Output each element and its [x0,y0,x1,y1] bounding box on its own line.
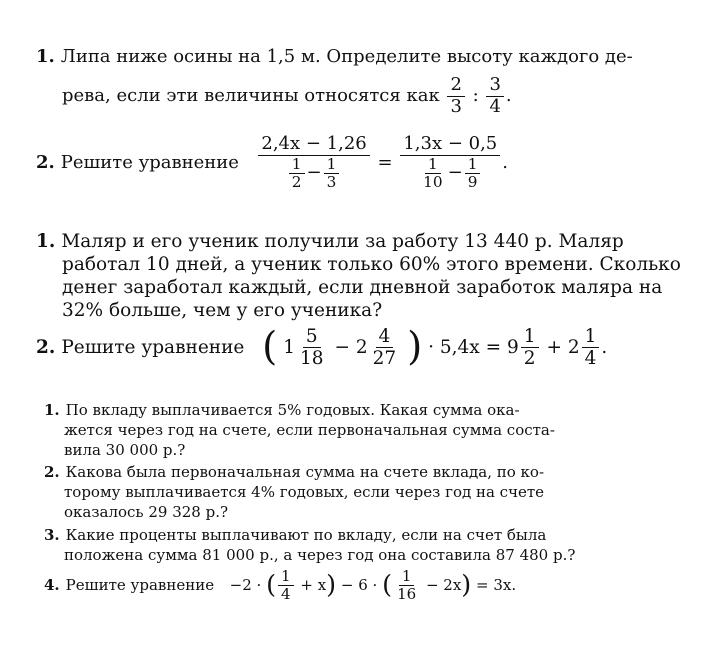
ratio-colon: : [472,85,479,107]
fraction: $\frac{1}{10}$ [423,154,443,192]
problem-text-line: Липа ниже осины на 1,5 м. Определите высоту каждого де- [60,46,633,67]
problem-text-line: денег заработал каждый, если дневной заработок маляра на [62,277,663,298]
problem-number: 2. [44,463,60,481]
rhs-numerator: 1,3x − 0,5 [400,134,500,156]
problem-text-line: работал 10 дней, а ученик только 60% этого времени. Сколько [62,254,681,275]
problem-text-line: 32% больше, чем у его ученика? [62,300,383,321]
denominator: 3 [450,95,462,117]
problem-text: Решите уравнение [65,575,215,594]
problem-text-line: Какова была первоначальная сумма на счете вклада, по ко- [65,463,545,481]
problem-text-line: жется через год на счете, если первоначальная сумма соста- [64,421,555,439]
right-paren: ) [461,570,472,600]
mixed-number: 1 $\frac{5}{18}$ [283,326,324,370]
fraction: $\frac{1}{4}$ [278,568,294,604]
problem-text-line: торому выплачивается 4% годовых, если через год на счете [64,483,545,501]
fraction [486,75,503,117]
problem-3-1 [44,400,656,460]
problem-number: 1. [44,401,60,419]
right-paren: ) [326,570,337,600]
problem-2-1 [36,230,681,322]
denominator: 4 [489,95,501,117]
problem-text-line: вила 30 000 р.? [64,441,186,459]
fraction [447,75,464,117]
problem-text: Решите уравнение [60,151,239,173]
problem-text-line: Маляр и его ученик получили за работу 13 440 р. Маляр [61,231,624,252]
problem-number: 2. [36,336,56,358]
problem-text-line: оказалось 29 328 р.? [64,503,229,521]
left-paren: ( [266,570,277,600]
fraction: $\frac{1}{2}$ [289,156,305,192]
fraction: $\frac{1}{9}$ [465,156,481,192]
problem-1-2 [36,134,656,192]
problem-3-3 [44,525,656,565]
problem-number: 3. [44,526,60,544]
problem-text-line: По вкладу выплачивается 5% годовых. Какая сумма ока- [65,401,520,419]
problem-2-2: 2. Решите уравнение ( 1 $\frac{5}{18}$ − 2 $\frac{4}{27}$ ) · 5,4x = 9 $\frac{1}{2}$ + 2 $\frac{1}{4}$ . [36,324,608,370]
problem-3-2 [44,462,656,522]
left-paren: ( [382,570,393,600]
fraction: $\frac{1}{16}$ [397,567,417,604]
problem-text-line: положена сумма 81 000 р., а через год она составила 87 480 р.? [64,546,576,564]
fraction: $\frac{1}{3}$ [324,156,340,192]
rhs-fraction: 1,3x − 0,5 $\frac{1}{10}$ − $\frac{1}{9}$ [400,134,500,192]
problem-1-1 [36,46,656,117]
problem-number: 4. [44,575,60,594]
fraction: $\frac{1}{4}$ [582,326,600,370]
lhs-fraction: 2,4x − 1,26 $\frac{1}{2}$ − $\frac{1}{3}$ [258,134,369,192]
problem-text-line: рева, если эти величины относятся как [62,85,440,107]
period: . [601,336,608,358]
problem-number: 2. [36,151,55,173]
period: . [502,151,508,173]
problem-3-4: 4. Решите уравнение −2 · ( $\frac{1}{4}$ + x) − 6 · ( $\frac{1}{16}$ − 2x) = 3x. [44,567,517,604]
numerator: 2 [447,75,464,97]
left-paren: ( [262,324,278,370]
problem-number: 1. [36,46,55,67]
mixed-number: 2 $\frac{4}{27}$ [355,326,397,370]
lhs-numerator: 2,4x − 1,26 [258,134,369,156]
numerator: 3 [486,75,503,97]
problem-number: 1. [36,231,56,252]
right-paren: ) [407,324,423,370]
period: . [505,85,512,107]
equation-middle: · 5,4x = 9 [428,336,519,358]
equals-sign: = [377,151,393,173]
fraction: $\frac{1}{2}$ [521,326,539,370]
problem-text-line: Какие проценты выплачивают по вкладу, если на счет была [65,526,547,544]
problem-text: Решите уравнение [61,336,245,358]
